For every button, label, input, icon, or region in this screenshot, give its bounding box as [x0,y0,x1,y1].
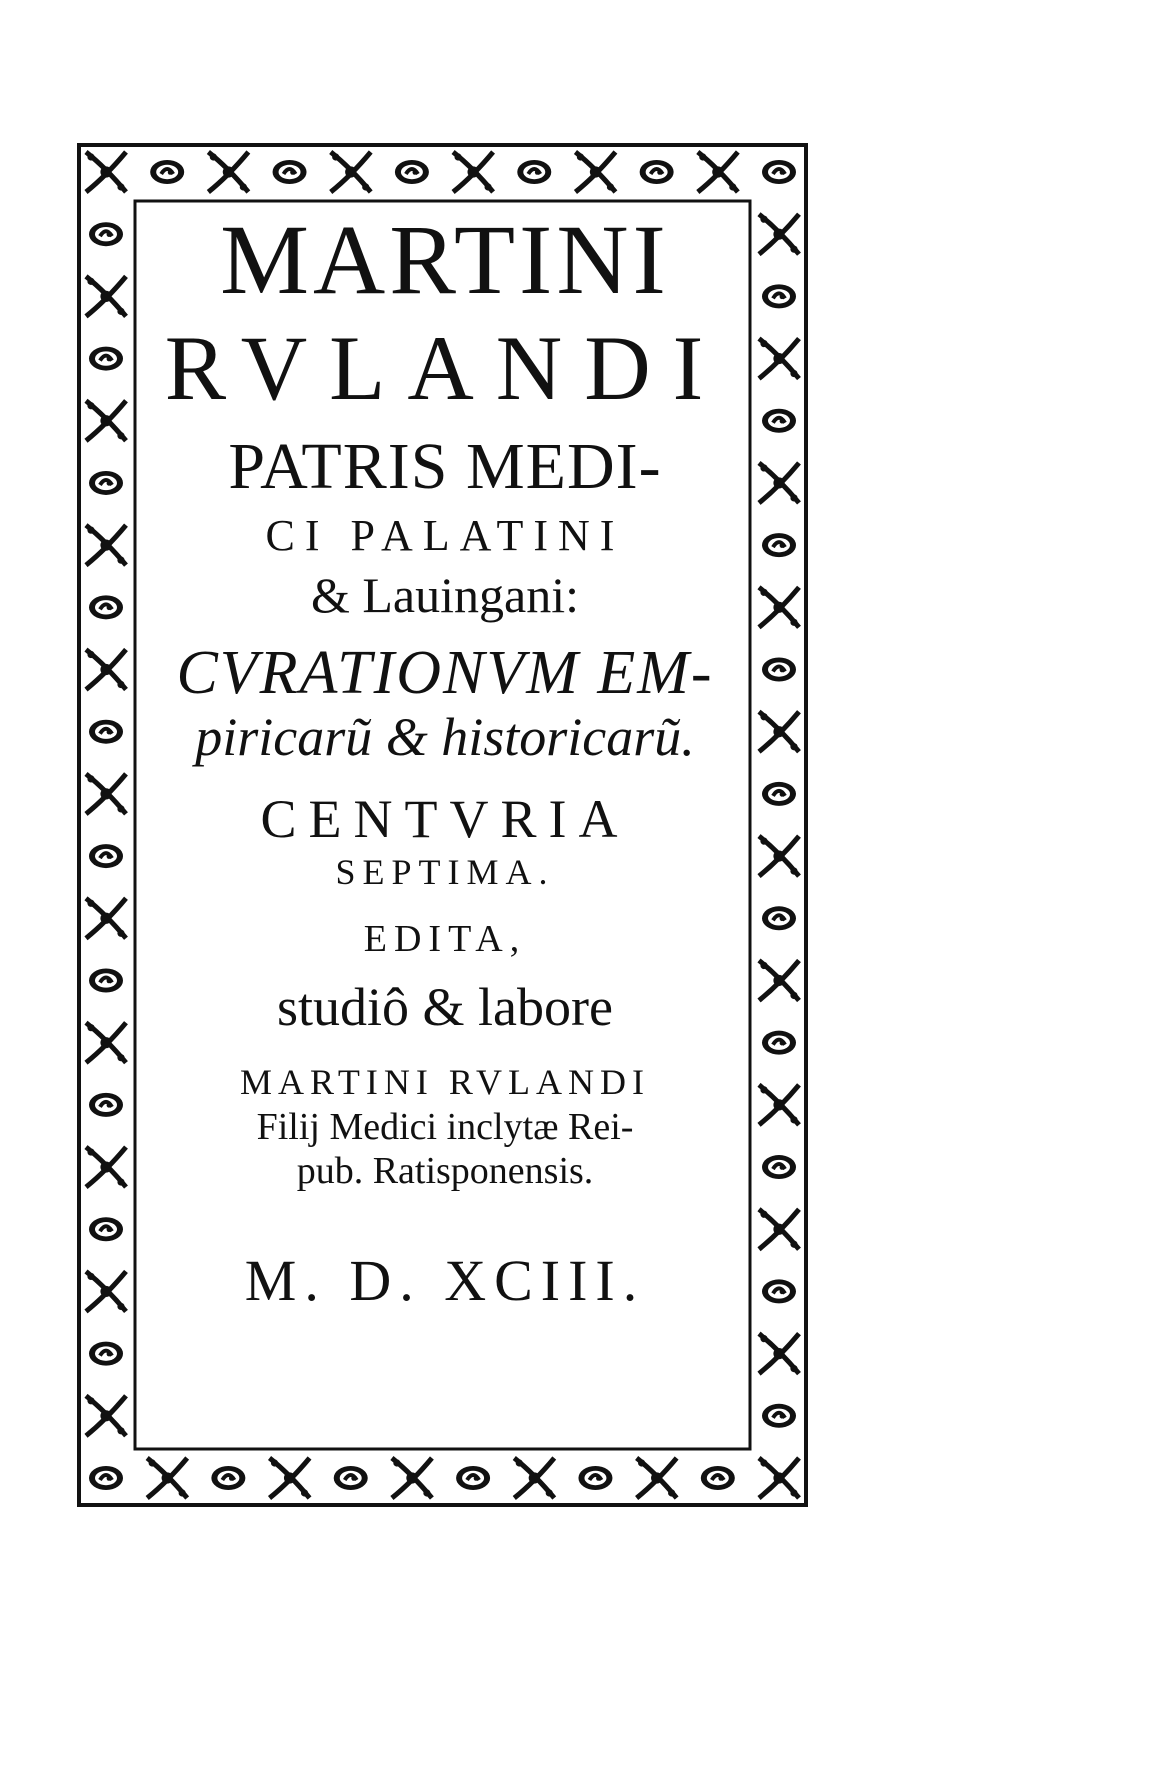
work-title-line-2: piricarũ & historicarũ. [195,707,695,767]
volume-number: SEPTIMA. [335,852,555,892]
author-first-name: MARTINI [220,204,670,315]
editor-intro: studiô & labore [277,977,613,1037]
author-surname: RVLANDI [164,317,726,419]
author-title-line-2: CI PALATINI [265,511,625,560]
title-text-block [145,204,745,1313]
work-title-line-1: CVRATIONVM EM- [176,639,714,707]
edition-label: EDITA, [363,918,527,960]
author-title-line-3: & Lauingani: [311,567,579,623]
volume-label: CENTVRIA [260,789,630,849]
author-title-line-1: PATRIS MEDI- [228,430,662,503]
publication-year: M. D. XCIII. [244,1248,646,1313]
editor-title-line-2: pub. Ratisponensis. [296,1150,594,1192]
editor-name: MARTINI RVLANDI [240,1062,650,1102]
editor-title-line-1: Filij Medici inclytæ Rei- [256,1106,634,1148]
